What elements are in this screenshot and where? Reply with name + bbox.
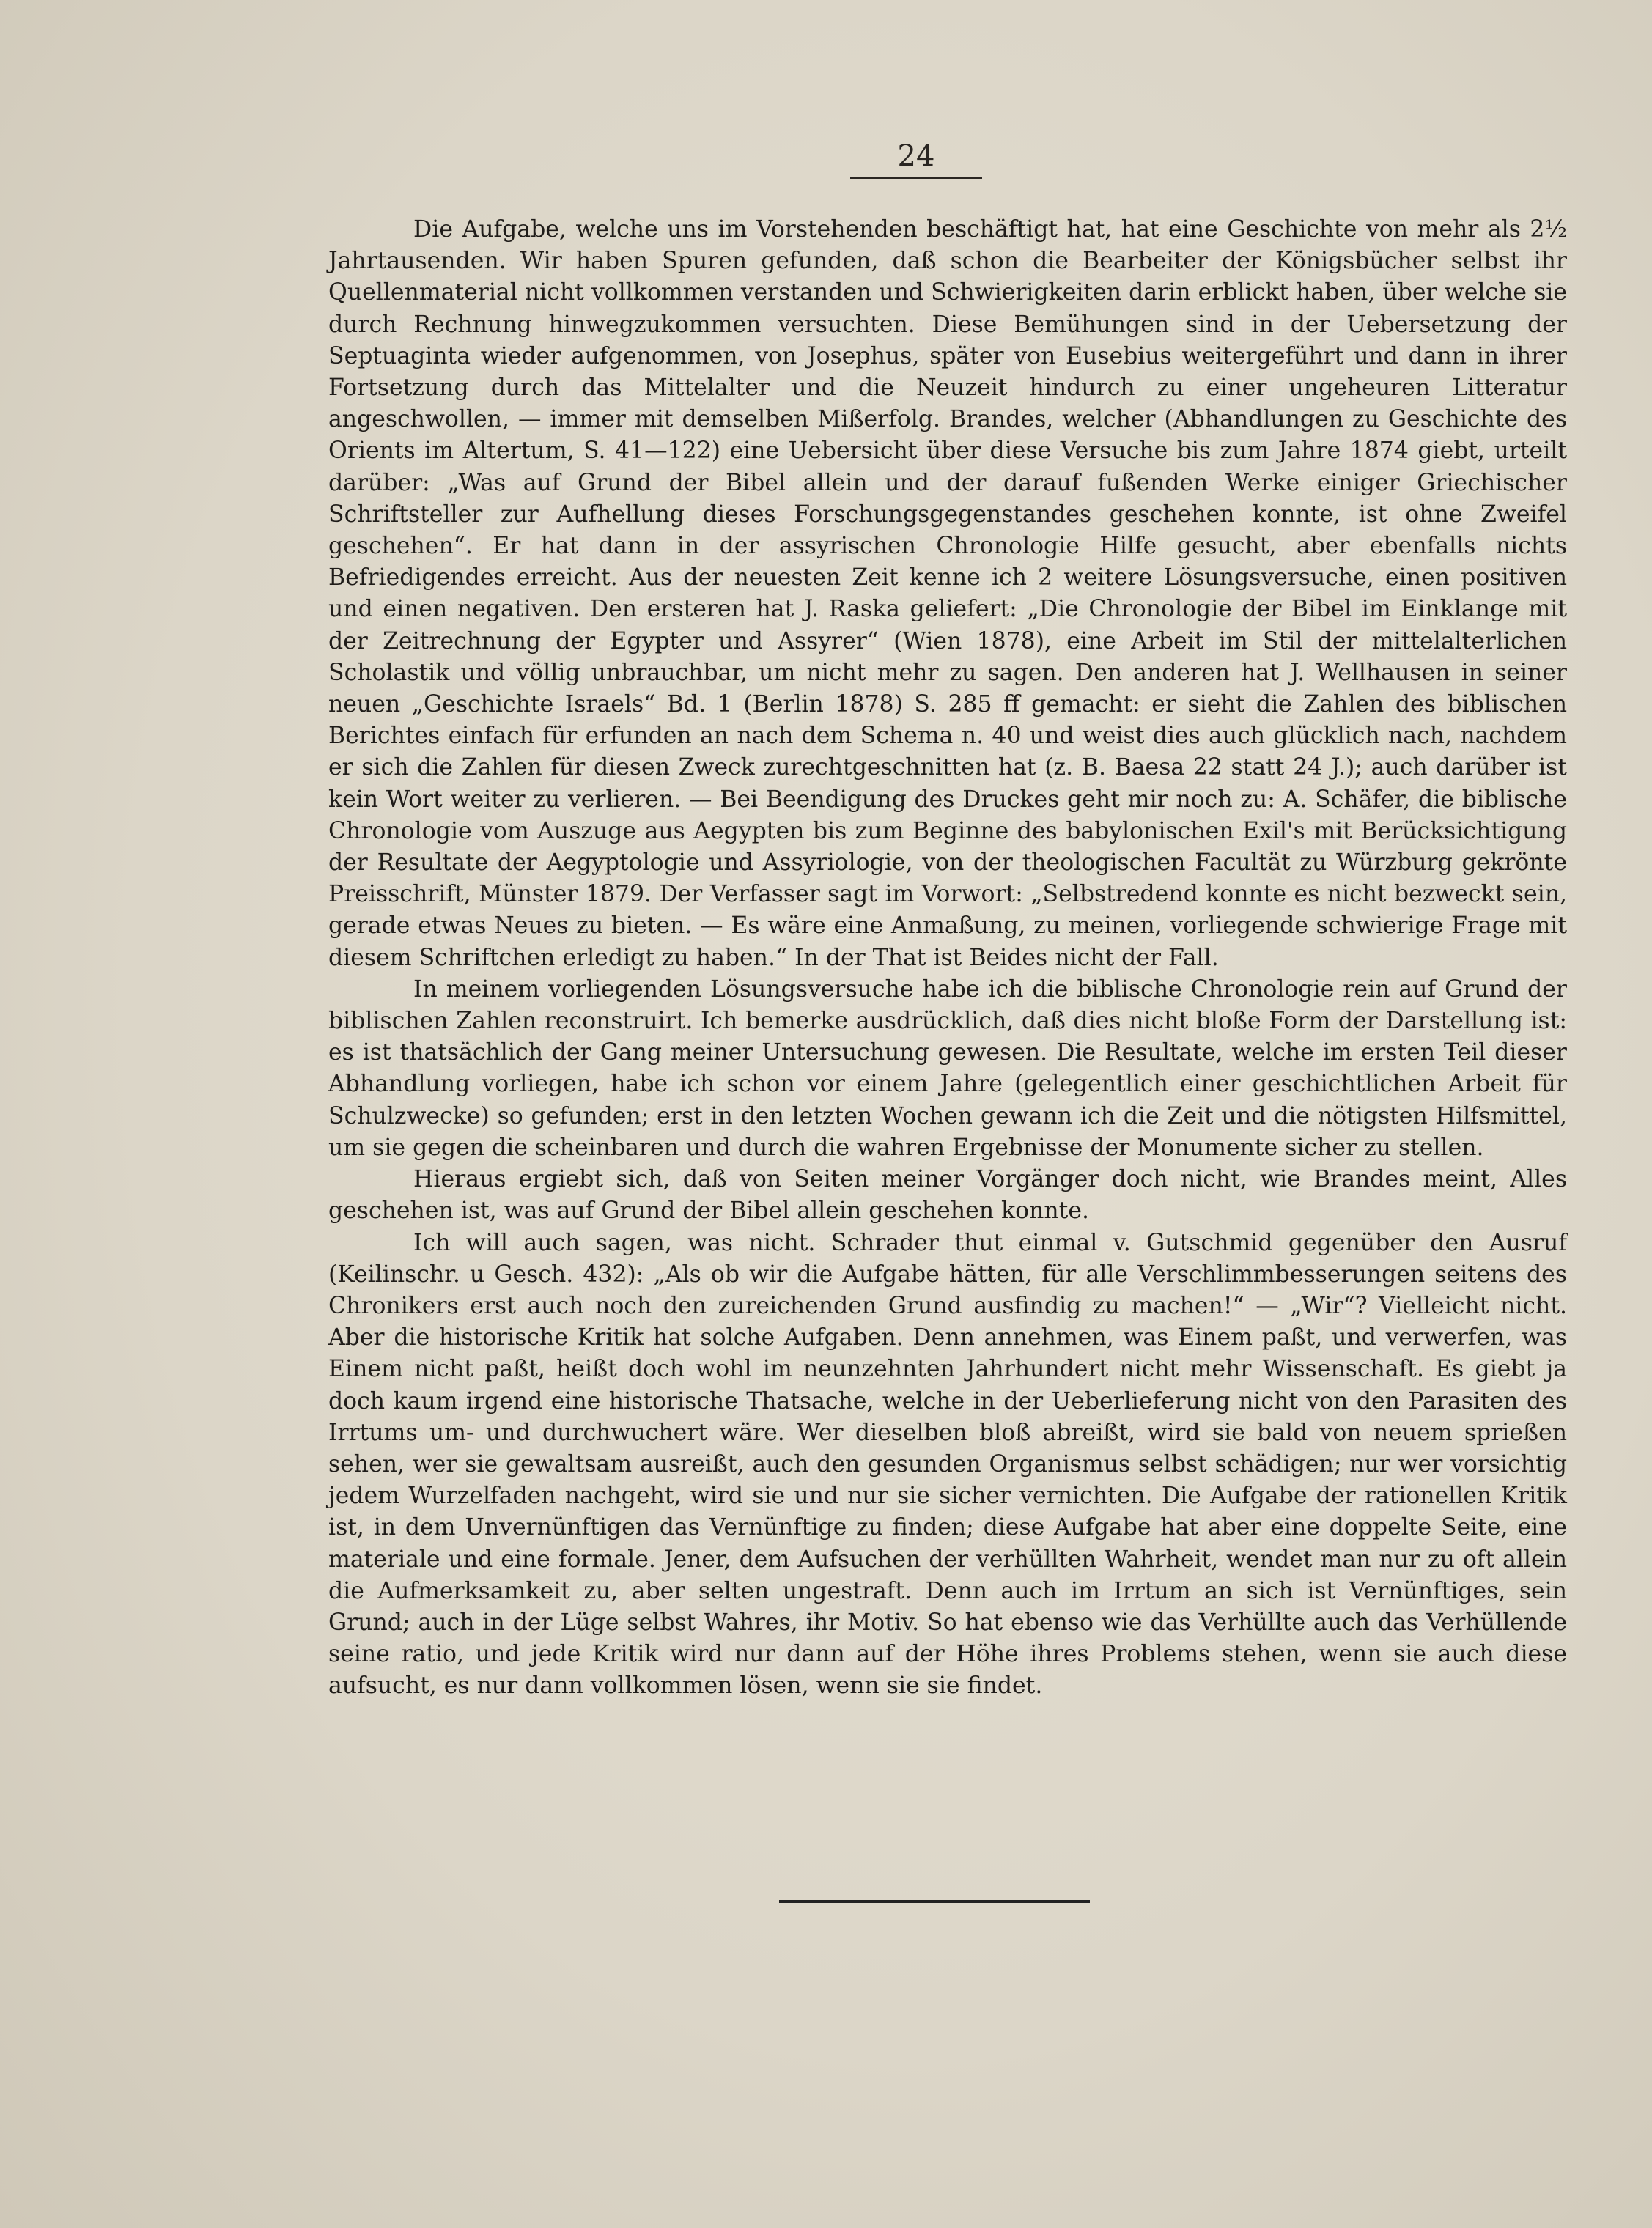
paragraph: Die Aufgabe, welche uns im Vorstehenden beschäftigt hat, hat eine Geschichte von mehr als 2½ Jahrtausenden. Wir haben Spuren gefunden, daß schon die Bearbeiter der Königsbücher selbst ihr Quellenmaterial nicht vollkommen verstanden und Schwierigkeiten darin erblickt haben, über welche sie durch Rechnung hinwegzukommen versuchten. Diese Bemühungen sind in der Uebersetzung der Septuaginta wieder aufgenommen, von Josephus, später von Eusebius weitergeführt und dann in ihrer Fortsetzung durch das Mittelalter und die Neuzeit hindurch zu einer ungeheuren Litteratur angeschwollen, — immer mit demselben Mißerfolg. Brandes, welcher (Abhandlungen zu Geschichte des Orients im Altertum, S. 41—122) eine Uebersicht über diese Versuche bis zum Jahre 1874 giebt, urteilt darüber: „Was auf Grund der Bibel allein und der darauf fußenden Werke einiger Griechischer Schriftsteller zur Aufhellung dieses Forschungsgegenstandes geschehen konnte, ist ohne Zweifel geschehen“. Er hat dann in der assyrischen Chronologie Hilfe gesucht, aber ebenfalls nichts Befriedigendes erreicht. Aus der neuesten Zeit kenne ich 2 weitere Lösungsversuche, einen positiven und einen negativen. Den ersteren hat J. Raska geliefert: „Die Chronologie der Bibel im Einklange mit der Zeitrechnung der Egypter und Assyrer“ (Wien 1878), eine Arbeit im Stil der mittelalterlichen Scholastik und völlig unbrauchbar, um nicht mehr zu sagen. Den anderen hat J. Wellhausen in seiner neuen „Geschichte Israels“ Bd. 1 (Berlin 1878) S. 285 ff gemacht: er sieht die Zahlen des biblischen Berichtes einfach für erfunden an nach dem Schema n. 40 und weist dies auch glücklich nach, nachdem er sich die Zahlen für diesen Zweck zurechtgeschnitten hat (z. B. Baesa 22 statt 24 J.); auch darüber ist kein Wort weiter zu verlieren. — Bei Beendigung des Druckes geht mir noch zu: A. Schäfer, die biblische Chronologie vom Auszuge aus Aegypten bis zum Beginne des babylonischen Exil's mit Berücksichtigung der Resultate der Aegyptologie und Assyriologie, von der theologischen Facultät zu Würzburg gekrönte Preisschrift, Münster 1879. Der Verfasser sagt im Vorwort: „Selbstredend konnte es nicht bezweckt sein, gerade etwas Neues zu bieten. — Es wäre eine Anmaßung, zu meinen, vorliegende schwierige Frage mit diesem Schriftchen erledigt zu haben.“ In der That ist Beides nicht der Fall. bbox=[328, 216, 1567, 971]
paragraph: Ich will auch sagen, was nicht. Schrader thut einmal v. Gutschmid gegenüber den Ausruf (Keilinschr. u Gesch. 432): „Als ob wir die Aufgabe hätten, für alle Verschlimmbesserungen seitens des Chronikers erst auch noch den zureichenden Grund ausfindig zu machen!“ — „Wir“? Vielleicht nicht. Aber die historische Kritik hat solche Aufgaben. Denn annehmen, was Einem paßt, und verwerfen, was Einem nicht paßt, heißt doch wohl im neunzehnten Jahrhundert nicht mehr Wissenschaft. Es giebt ja doch kaum irgend eine historische Thatsache, welche in der Ueberlieferung nicht von den Parasiten des Irrtums um- und durchwuchert wäre. Wer dieselben bloß abreißt, wird sie bald von neuem sprießen sehen, wer sie gewaltsam ausreißt, auch den gesunden Organismus selbst schädigen; nur wer vorsichtig jedem Wurzelfaden nachgeht, wird sie und nur sie sicher vernichten. Die Aufgabe der rationellen Kritik ist, in dem Unvernünftigen das Vernünftige zu finden; diese Aufgabe hat aber eine doppelte Seite, eine materiale und eine formale. Jener, dem Aufsuchen der verhüllten Wahrheit, wendet man nur zu oft allein die Aufmerksamkeit zu, aber selten ungestraft. Denn auch im Irrtum an sich ist Vernünftiges, sein Grund; auch in der Lüge selbst Wahres, ihr Motiv. So hat ebenso wie das Verhüllte auch das Verhüllende seine ratio, und jede Kritik wird nur dann auf der Höhe ihres Problems stehen, wenn sie auch diese aufsucht, es nur dann vollkommen lösen, wenn sie sie findet. bbox=[328, 1229, 1567, 1700]
paragraph: Hieraus ergiebt sich, daß von Seiten meiner Vorgänger doch nicht, wie Brandes meint, Alles geschehen ist, was auf Grund der Bibel allein geschehen konnte. bbox=[328, 1166, 1567, 1225]
body-text bbox=[328, 214, 1567, 1703]
page-number: 24 bbox=[850, 139, 982, 179]
paragraph: In meinem vorliegenden Lösungsversuche habe ich die biblische Chronologie rein auf Grund der biblischen Zahlen reconstruirt. Ich bemerke ausdrücklich, daß dies nicht bloße Form der Darstellung ist: es ist thatsächlich der Gang meiner Untersuchung gewesen. Die Resultate, welche im ersten Teil dieser Abhandlung vorliegen, habe ich schon vor einem Jahre (gelegentlich einer geschichtlichen Arbeit für Schulzwecke) so gefunden; erst in den letzten Wochen gewann ich die Zeit und die nötigsten Hilfsmittel, um sie gegen die scheinbaren und durch die wahren Ergebnisse der Monumente sicher zu stellen. bbox=[328, 975, 1567, 1161]
end-rule bbox=[779, 1900, 1090, 1903]
